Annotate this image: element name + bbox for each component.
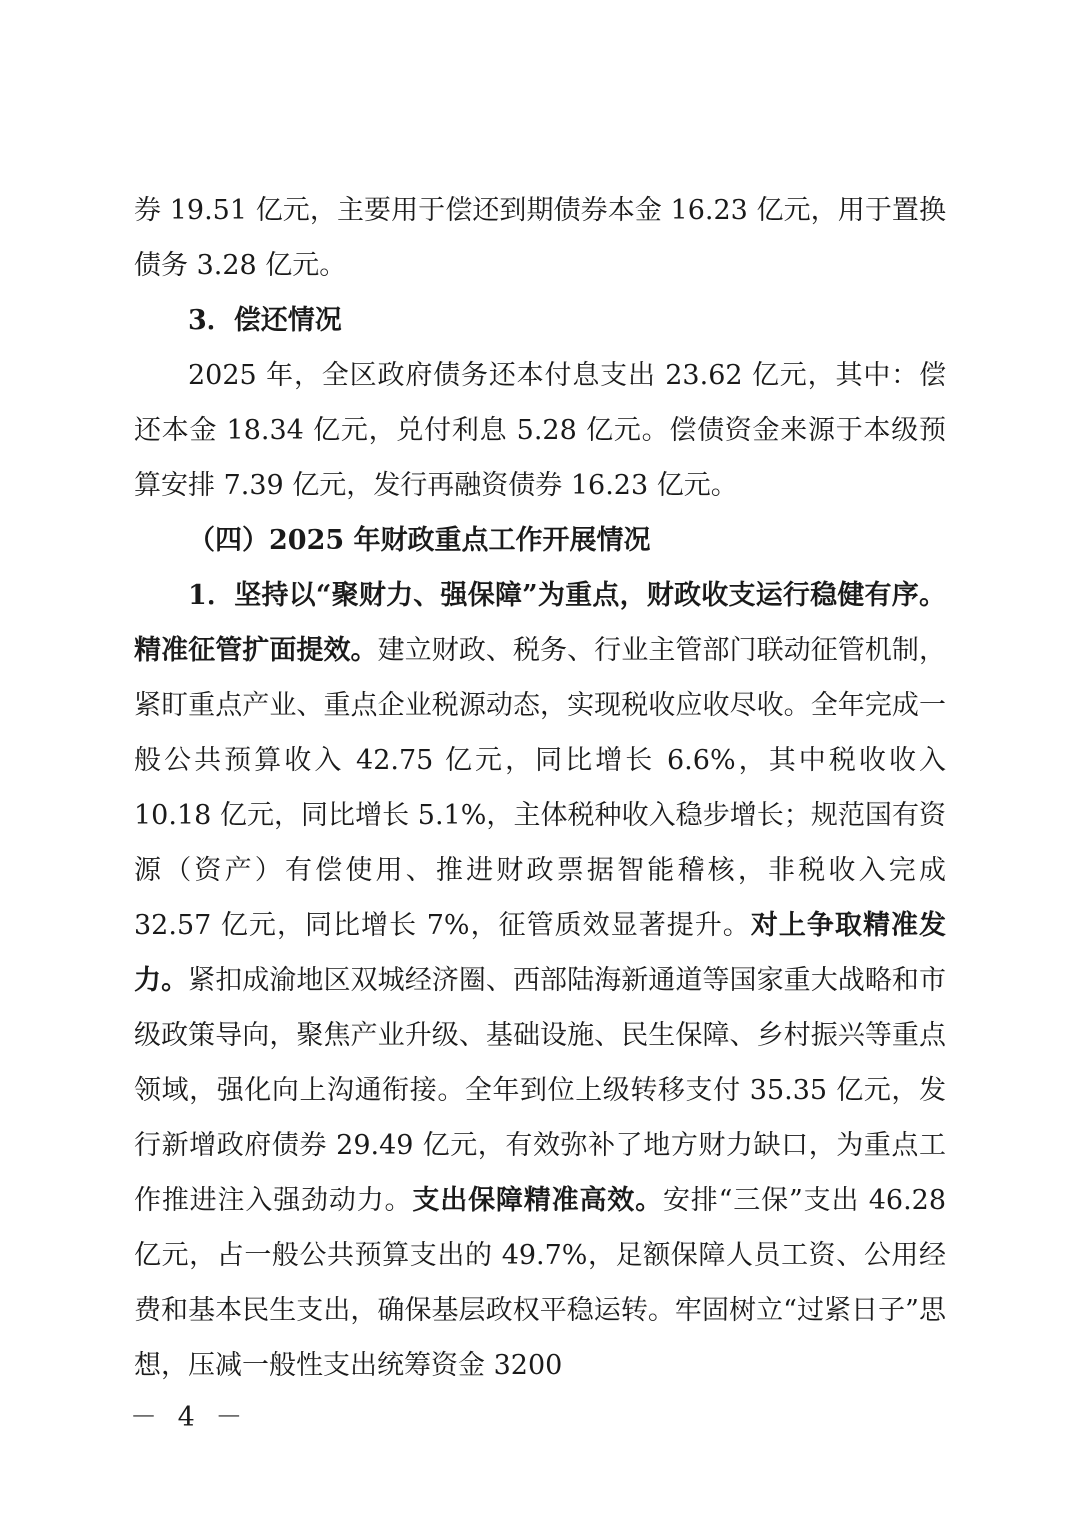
paragraph-bond-continuation: 券 19.51 亿元，主要用于偿还到期债券本金 16.23 亿元，用于置换债务 3.28 亿元。 [134,195,946,281]
section-heading-key-work: （四）2025 年财政重点工作开展情况 [188,525,651,556]
paragraph-key-work-1 [134,568,946,1393]
text-tax-collection: 建立财政、税务、行业主管部门联动征管机制，紧盯重点产业、重点企业税源动态，实现税收应收尽收。全年完成一般公共预算收入 42.75 亿元，同比增长 6.6%，其中税收收入 10.18 亿元，同比增长 5.1%，主体税种收入稳步增长；规范国有资源（资产）有偿使用、推进财政票据智能稽核，非税收入完成 32.57 亿元，同比增长 7%，征管质效显著提升。 [134,635,947,941]
paragraph-repayment: 2025 年，全区政府债务还本付息支出 23.62 亿元，其中：偿还本金 18.34 亿元，兑付利息 5.28 亿元。偿债资金来源于本级预算安排 7.39 亿元，发行再融资债券 16.23 亿元。 [134,360,946,501]
lead-tax-collection: 精准征管扩面提效。 [134,635,378,666]
section-heading-repayment: 3．偿还情况 [188,305,342,336]
page-number: － 4 － [130,1402,249,1433]
subheading-fiscal-stability: 1．坚持以“聚财力、强保障”为重点，财政收支运行稳健有序。 [188,580,946,611]
lead-expenditure-guarantee: 支出保障精准高效。 [412,1185,663,1216]
text-expenditure-guarantee: 安排“三保”支出 46.28 亿元，占一般公共预算支出的 49.7%，足额保障人员工资、公用经费和基本民生支出，确保基层政权平稳运转。牢固树立“过紧日子”思想，压减一般性支出统筹资金 3200 [134,1185,947,1381]
text-higher-level-funding: 紧扣成渝地区双城经济圈、西部陆海新通道等国家重大战略和市级政策导向，聚焦产业升级、基础设施、民生保障、乡村振兴等重点领域，强化向上沟通衔接。全年到位上级转移支付 35.35 亿元，发行新增政府债券 29.49 亿元，有效弥补了地方财力缺口，为重点工作推进注入强劲动力。 [134,965,947,1216]
document-body [134,183,946,1393]
lead-higher-level-funding: 对上争取精准发力。 [134,910,947,996]
